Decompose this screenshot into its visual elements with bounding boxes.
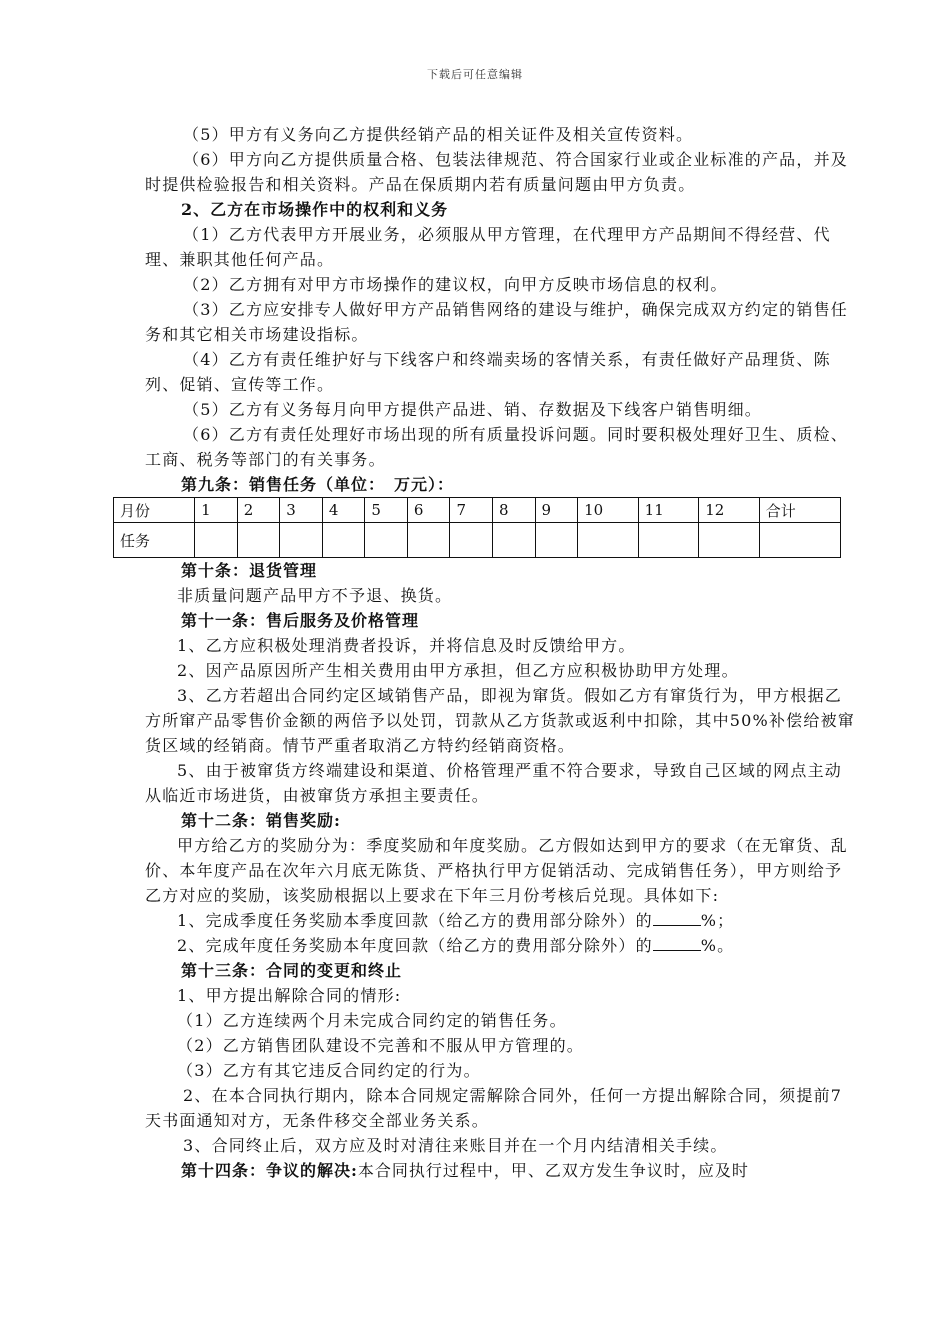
table-cell bbox=[578, 523, 639, 558]
paragraph: 2、因产品原因所产生相关费用由甲方承担，但乙方应积极协助甲方处理。 bbox=[177, 661, 739, 680]
paragraph: （5）乙方有义务每月向甲方提供产品进、销、存数据及下线客户销售明细。 bbox=[183, 400, 762, 419]
paragraph: （3）乙方应安排专人做好甲方产品销售网络的建设与维护，确保完成双方约定的销售任务和其它相关市场建设指标。 bbox=[145, 300, 848, 344]
paragraph: （6）甲方向乙方提供质量合格、包装法律规范、符合国家行业或企业标准的产品，并及时提供检验报告和相关资料。产品在保质期内若有质量问题由甲方负责。 bbox=[145, 150, 848, 194]
reward-unit: %； bbox=[700, 911, 735, 930]
table-cell bbox=[535, 523, 578, 558]
article-14-text: 本合同执行过程中，甲、乙双方发生争议时，应及时 bbox=[357, 1161, 749, 1180]
paragraph: 5、由于被窜货方终端建设和渠道、价格管理严重不符合要求，导致自己区域的网点主动从临近市场进货，由被窜货方承担主要责任。 bbox=[145, 761, 842, 805]
sales-task-table bbox=[113, 497, 841, 558]
table-cell: 8 bbox=[493, 498, 536, 523]
paragraph: （2）乙方销售团队建设不完善和不服从甲方管理的。 bbox=[177, 1036, 584, 1055]
reward-line bbox=[145, 908, 857, 933]
fill-in-blank bbox=[653, 911, 701, 926]
table-cell: 4 bbox=[322, 498, 365, 523]
table-cell bbox=[699, 523, 760, 558]
table-cell: 11 bbox=[638, 498, 699, 523]
table-cell bbox=[237, 523, 280, 558]
paragraph: （1）乙方连续两个月未完成合同约定的销售任务。 bbox=[177, 1011, 567, 1030]
reward-text: 2、完成年度任务奖励本年度回款（给乙方的费用部分除外）的 bbox=[177, 936, 653, 955]
table-cell bbox=[195, 523, 238, 558]
section-title: 2、乙方在市场操作中的权利和义务 bbox=[181, 200, 449, 219]
table-cell: 月份 bbox=[114, 498, 195, 523]
table-cell bbox=[322, 523, 365, 558]
article-10-title: 第十条：退货管理 bbox=[181, 561, 318, 580]
table-cell bbox=[759, 523, 840, 558]
paragraph: （1）乙方代表甲方开展业务，必须服从甲方管理，在代理甲方产品期间不得经营、代理、兼职其他任何产品。 bbox=[145, 225, 831, 269]
table-cell: 10 bbox=[578, 498, 639, 523]
reward-text: 1、完成季度任务奖励本季度回款（给乙方的费用部分除外）的 bbox=[177, 911, 653, 930]
paragraph: 甲方给乙方的奖励分为：季度奖励和年度奖励。乙方假如达到甲方的要求（在无窜货、乱价、本年度产品在次年六月底无陈货、严格执行甲方促销活动、完成销售任务），甲方则给予乙方对应的奖励，该奖励根据以上要求在下年三月份考核后兑现。具体如下: bbox=[145, 836, 848, 905]
table-cell: 6 bbox=[407, 498, 450, 523]
paragraph: 1、甲方提出解除合同的情形: bbox=[177, 986, 402, 1005]
article-12-title: 第十二条：销售奖励: bbox=[181, 811, 341, 830]
paragraph: 2、在本合同执行期内，除本合同规定需解除合同外，任何一方提出解除合同，须提前7天书面通知对方，无条件移交全部业务关系。 bbox=[145, 1086, 843, 1130]
table-row bbox=[114, 523, 841, 558]
fill-in-blank bbox=[653, 936, 701, 951]
article-11-title: 第十一条：售后服务及价格管理 bbox=[181, 611, 420, 630]
contract-body bbox=[120, 122, 857, 1183]
table-cell: 12 bbox=[699, 498, 760, 523]
table-cell bbox=[638, 523, 699, 558]
article-14-title: 第十四条：争议的解决: bbox=[181, 1161, 358, 1180]
reward-unit: %。 bbox=[700, 936, 735, 955]
paragraph: 3、乙方若超出合同约定区域销售产品，即视为窜货。假如乙方有窜货行为，甲方根据乙方所窜产品零售价金额的两倍予以处罚，罚款从乙方货款或返利中扣除，其中50%补偿给被窜货区域的经销商。情节严重者取消乙方特约经销商资格。 bbox=[145, 686, 855, 755]
paragraph: 3、合同终止后，双方应及时对清往来账目并在一个月内结清相关手续。 bbox=[183, 1136, 728, 1155]
article-9-title: 第九条：销售任务（单位： 万元）： bbox=[181, 475, 455, 494]
table-cell bbox=[280, 523, 323, 558]
table-row bbox=[114, 498, 841, 523]
page-header: 下载后可任意编辑 bbox=[427, 68, 523, 81]
table-cell: 5 bbox=[365, 498, 408, 523]
paragraph: 1、乙方应积极处理消费者投诉，并将信息及时反馈给甲方。 bbox=[177, 636, 636, 655]
paragraph: （2）乙方拥有对甲方市场操作的建议权，向甲方反映市场信息的权利。 bbox=[183, 275, 728, 294]
table-cell: 1 bbox=[195, 498, 238, 523]
table-cell: 3 bbox=[280, 498, 323, 523]
paragraph: （6）乙方有责任处理好市场出现的所有质量投诉问题。同时要积极处理好卫生、质检、工商、税务等部门的有关事务。 bbox=[145, 425, 848, 469]
paragraph: （3）乙方有其它违反合同约定的行为。 bbox=[177, 1061, 481, 1080]
table-cell: 2 bbox=[237, 498, 280, 523]
table-cell: 任务 bbox=[114, 523, 195, 558]
table-cell: 合计 bbox=[759, 498, 840, 523]
article-13-title: 第十三条：合同的变更和终止 bbox=[181, 961, 403, 980]
table-cell bbox=[407, 523, 450, 558]
table-cell bbox=[493, 523, 536, 558]
table-cell bbox=[450, 523, 493, 558]
paragraph: （5）甲方有义务向乙方提供经销产品的相关证件及相关宣传资料。 bbox=[183, 125, 694, 144]
paragraph: 非质量问题产品甲方不予退、换货。 bbox=[177, 586, 453, 605]
table-cell: 9 bbox=[535, 498, 578, 523]
paragraph: （4）乙方有责任维护好与下线客户和终端卖场的客情关系，有责任做好产品理货、陈列、促销、宣传等工作。 bbox=[145, 350, 831, 394]
table-cell: 7 bbox=[450, 498, 493, 523]
table-cell bbox=[365, 523, 408, 558]
article-14 bbox=[145, 1158, 857, 1183]
reward-line bbox=[145, 933, 857, 958]
